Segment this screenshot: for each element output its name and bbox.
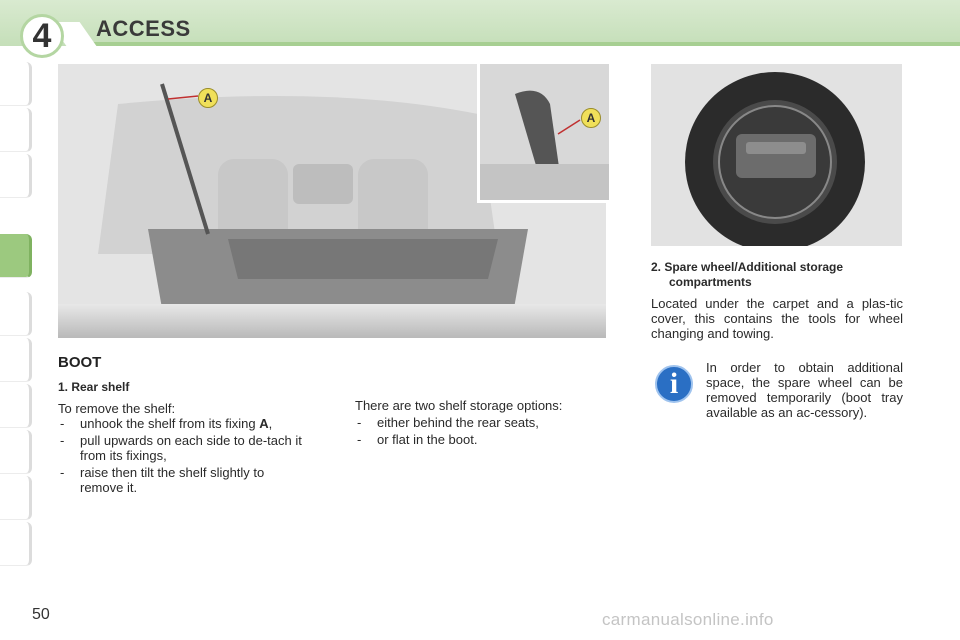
info-icon: i — [655, 365, 693, 403]
storage-option-1: - either behind the rear seats, — [355, 415, 605, 430]
rear-shelf-steps — [58, 416, 310, 495]
side-tab-10[interactable] — [0, 522, 32, 566]
shelf-fixing-inset-photo — [477, 64, 609, 203]
chapter-side-tabs — [0, 62, 32, 574]
fixing-illustration — [480, 64, 609, 200]
header-rule — [80, 42, 960, 46]
callout-a-inset: A — [581, 108, 601, 128]
side-tab-9[interactable] — [0, 476, 32, 520]
spare-wheel-title-line2: compartments — [669, 275, 752, 289]
step-1-end: , — [268, 416, 273, 431]
side-tab-3[interactable] — [0, 154, 32, 198]
storage-options — [355, 398, 605, 449]
side-tab-6[interactable] — [0, 338, 32, 382]
page-number: 50 — [32, 606, 50, 623]
step-1-text: unhook the shelf from its fixing — [80, 416, 260, 431]
side-tab-1[interactable] — [0, 62, 32, 106]
rear-shelf-instructions — [58, 380, 310, 497]
spare-wheel-body: Located under the carpet and a plas-tic cover, this contains the tools for wheel changing and towing. — [651, 296, 903, 341]
step-item — [58, 416, 310, 431]
step-3: - raise then tilt the shelf slightly to remove it. — [58, 465, 310, 495]
storage-options-intro: There are two shelf storage options: — [355, 398, 563, 413]
page-title: ACCESS — [96, 16, 191, 41]
rear-shelf-title: 1. Rear shelf — [58, 380, 130, 394]
step-2: - pull upwards on each side to de-tach it from its fixings, — [58, 433, 310, 463]
step-1-fixing-ref: A — [259, 416, 269, 431]
rear-shelf-intro: To remove the shelf: — [58, 401, 176, 416]
watermark: carmanualsonline.info — [602, 610, 774, 629]
info-note: In order to obtain additional space, the spare wheel can be removed temporarily (boot tray available as an ac-cessory). — [706, 360, 903, 420]
storage-option-2: - or flat in the boot. — [355, 432, 605, 447]
spare-wheel-illustration — [651, 64, 902, 246]
boot-section-title: BOOT — [58, 354, 102, 371]
spare-wheel-title-line1: 2. Spare wheel/Additional storage — [651, 260, 844, 274]
side-tab-7[interactable] — [0, 384, 32, 428]
spare-wheel-section — [651, 260, 903, 341]
side-tab-8[interactable] — [0, 430, 32, 474]
side-tab-4-active[interactable] — [0, 234, 32, 278]
storage-options-list — [355, 415, 605, 447]
chapter-number: 4 — [20, 14, 64, 58]
spare-wheel-photo — [651, 64, 902, 246]
callout-a-main: A — [198, 88, 218, 108]
side-tab-2[interactable] — [0, 108, 32, 152]
side-tab-5[interactable] — [0, 292, 32, 336]
